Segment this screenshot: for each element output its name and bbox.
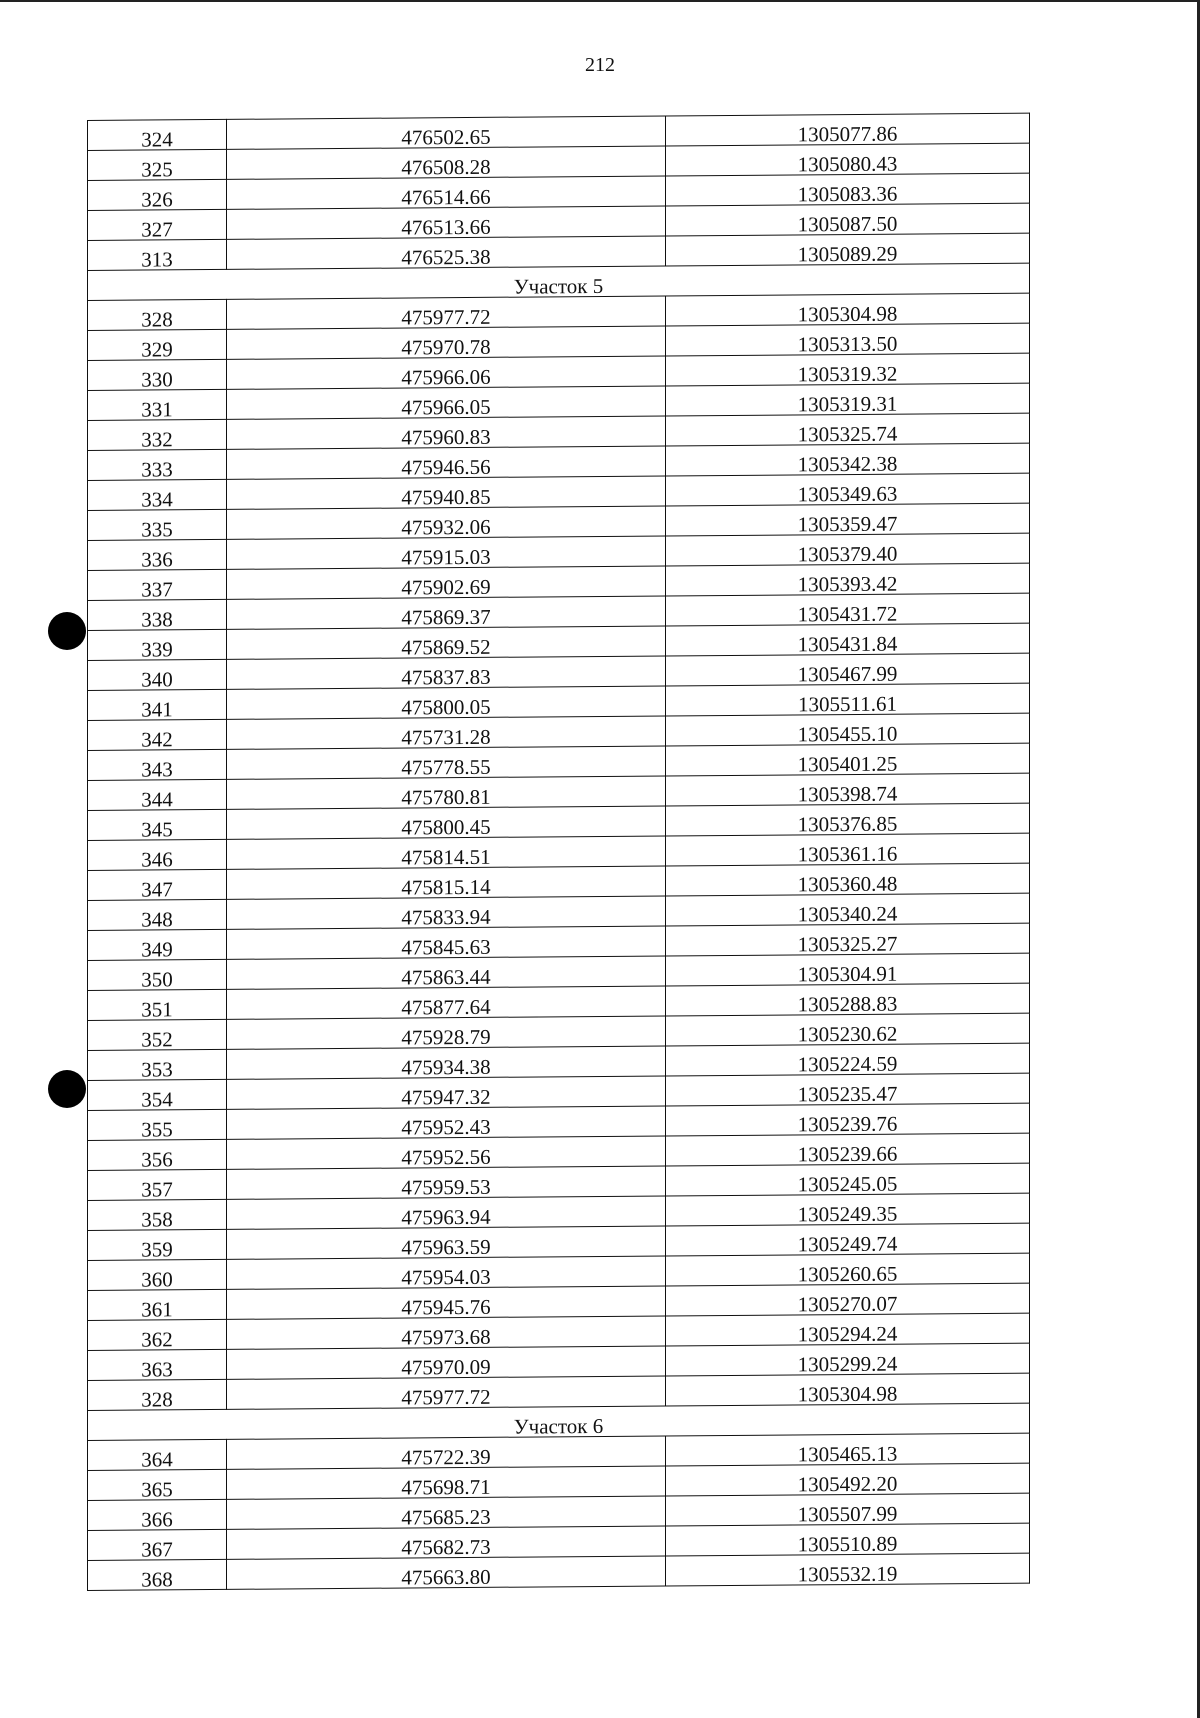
table-row xyxy=(88,173,1030,210)
point-number-cell: 342 xyxy=(88,719,227,750)
table-row xyxy=(88,773,1030,810)
point-number-cell: 344 xyxy=(88,779,227,810)
y-coordinate-cell: 1305340.24 xyxy=(666,893,1030,926)
table-row xyxy=(88,1343,1030,1380)
x-coordinate-cell: 475837.83 xyxy=(227,656,666,689)
x-coordinate-cell: 476514.66 xyxy=(227,176,666,209)
table-row xyxy=(88,1253,1030,1290)
y-coordinate-cell: 1305376.85 xyxy=(666,803,1030,836)
table-row xyxy=(88,593,1030,630)
table-row xyxy=(88,713,1030,750)
x-coordinate-cell: 475963.59 xyxy=(227,1226,666,1259)
y-coordinate-cell: 1305319.32 xyxy=(666,353,1030,386)
y-coordinate-cell: 1305319.31 xyxy=(666,383,1030,416)
point-number-cell: 357 xyxy=(88,1169,227,1200)
y-coordinate-cell: 1305379.40 xyxy=(666,533,1030,566)
y-coordinate-cell: 1305325.27 xyxy=(666,923,1030,956)
point-number-cell: 350 xyxy=(88,959,227,990)
x-coordinate-cell: 475685.23 xyxy=(227,1496,666,1529)
x-coordinate-cell: 475963.94 xyxy=(227,1196,666,1229)
table-row xyxy=(88,293,1030,330)
point-number-cell: 361 xyxy=(88,1289,227,1320)
point-number-cell: 329 xyxy=(88,329,227,360)
table-row xyxy=(88,893,1030,930)
point-number-cell: 335 xyxy=(88,509,227,540)
table-row xyxy=(88,653,1030,690)
point-number-cell: 328 xyxy=(88,299,227,330)
x-coordinate-cell: 475902.69 xyxy=(227,566,666,599)
y-coordinate-cell: 1305260.65 xyxy=(666,1253,1030,1286)
x-coordinate-cell: 475977.72 xyxy=(227,1376,666,1409)
y-coordinate-cell: 1305511.61 xyxy=(666,683,1030,716)
x-coordinate-cell: 475970.09 xyxy=(227,1346,666,1379)
x-coordinate-cell: 475970.78 xyxy=(227,326,666,359)
table-row xyxy=(88,1073,1030,1110)
y-coordinate-cell: 1305431.84 xyxy=(666,623,1030,656)
table-row xyxy=(88,803,1030,840)
y-coordinate-cell: 1305510.89 xyxy=(666,1523,1030,1556)
point-number-cell: 355 xyxy=(88,1109,227,1140)
x-coordinate-cell: 475960.83 xyxy=(227,416,666,449)
table-row xyxy=(88,1133,1030,1170)
y-coordinate-cell: 1305349.63 xyxy=(666,473,1030,506)
y-coordinate-cell: 1305288.83 xyxy=(666,983,1030,1016)
table-row xyxy=(88,1523,1030,1560)
point-number-cell: 325 xyxy=(88,149,227,180)
y-coordinate-cell: 1305359.47 xyxy=(666,503,1030,536)
table-row xyxy=(88,683,1030,720)
y-coordinate-cell: 1305455.10 xyxy=(666,713,1030,746)
point-number-cell: 339 xyxy=(88,629,227,660)
table-row xyxy=(88,233,1030,270)
y-coordinate-cell: 1305230.62 xyxy=(666,1013,1030,1046)
table-row xyxy=(88,983,1030,1020)
y-coordinate-cell: 1305342.38 xyxy=(666,443,1030,476)
point-number-cell: 362 xyxy=(88,1319,227,1350)
table-row xyxy=(88,1463,1030,1500)
table-row xyxy=(88,383,1030,420)
x-coordinate-cell: 475915.03 xyxy=(227,536,666,569)
point-number-cell: 351 xyxy=(88,989,227,1020)
x-coordinate-cell: 475928.79 xyxy=(227,1016,666,1049)
x-coordinate-cell: 476525.38 xyxy=(227,236,666,269)
y-coordinate-cell: 1305492.20 xyxy=(666,1463,1030,1496)
y-coordinate-cell: 1305465.13 xyxy=(666,1433,1030,1466)
point-number-cell: 328 xyxy=(88,1379,227,1410)
table-row xyxy=(88,353,1030,390)
point-number-cell: 330 xyxy=(88,359,227,390)
table-row xyxy=(88,563,1030,600)
table-row xyxy=(88,1103,1030,1140)
y-coordinate-cell: 1305532.19 xyxy=(666,1553,1030,1586)
y-coordinate-cell: 1305077.86 xyxy=(666,113,1030,146)
point-number-cell: 341 xyxy=(88,689,227,720)
point-number-cell: 313 xyxy=(88,239,227,270)
table-row xyxy=(88,1493,1030,1530)
x-coordinate-cell: 475946.56 xyxy=(227,446,666,479)
y-coordinate-cell: 1305224.59 xyxy=(666,1043,1030,1076)
y-coordinate-cell: 1305299.24 xyxy=(666,1343,1030,1376)
x-coordinate-cell: 475966.05 xyxy=(227,386,666,419)
point-number-cell: 348 xyxy=(88,899,227,930)
y-coordinate-cell: 1305361.16 xyxy=(666,833,1030,866)
x-coordinate-cell: 475952.56 xyxy=(227,1136,666,1169)
point-number-cell: 354 xyxy=(88,1079,227,1110)
x-coordinate-cell: 475731.28 xyxy=(227,716,666,749)
x-coordinate-cell: 476502.65 xyxy=(227,116,666,149)
y-coordinate-cell: 1305401.25 xyxy=(666,743,1030,776)
point-number-cell: 333 xyxy=(88,449,227,480)
point-number-cell: 352 xyxy=(88,1019,227,1050)
x-coordinate-cell: 475932.06 xyxy=(227,506,666,539)
table-row xyxy=(88,1283,1030,1320)
point-number-cell: 363 xyxy=(88,1349,227,1380)
x-coordinate-cell: 475973.68 xyxy=(227,1316,666,1349)
table-row xyxy=(88,1313,1030,1350)
point-number-cell: 367 xyxy=(88,1529,227,1560)
x-coordinate-cell: 475800.45 xyxy=(227,806,666,839)
y-coordinate-cell: 1305360.48 xyxy=(666,863,1030,896)
page-number: 212 xyxy=(585,54,615,76)
x-coordinate-cell: 475940.85 xyxy=(227,476,666,509)
page-border-top xyxy=(0,0,1200,2)
x-coordinate-cell: 475682.73 xyxy=(227,1526,666,1559)
table-row xyxy=(88,743,1030,780)
table-row xyxy=(88,113,1030,150)
table-row xyxy=(88,413,1030,450)
table-row xyxy=(88,323,1030,360)
point-number-cell: 336 xyxy=(88,539,227,570)
y-coordinate-cell: 1305398.74 xyxy=(666,773,1030,806)
y-coordinate-cell: 1305083.36 xyxy=(666,173,1030,206)
table-row xyxy=(88,1553,1030,1590)
point-number-cell: 332 xyxy=(88,419,227,450)
point-number-cell: 337 xyxy=(88,569,227,600)
y-coordinate-cell: 1305249.74 xyxy=(666,1223,1030,1256)
point-number-cell: 353 xyxy=(88,1049,227,1080)
table-row xyxy=(88,203,1030,240)
y-coordinate-cell: 1305294.24 xyxy=(666,1313,1030,1346)
point-number-cell: 366 xyxy=(88,1499,227,1530)
point-number-cell: 358 xyxy=(88,1199,227,1230)
point-number-cell: 359 xyxy=(88,1229,227,1260)
y-coordinate-cell: 1305467.99 xyxy=(666,653,1030,686)
table-row xyxy=(88,473,1030,510)
point-number-cell: 343 xyxy=(88,749,227,780)
table-row xyxy=(88,863,1030,900)
y-coordinate-cell: 1305249.35 xyxy=(666,1193,1030,1226)
y-coordinate-cell: 1305507.99 xyxy=(666,1493,1030,1526)
y-coordinate-cell: 1305087.50 xyxy=(666,203,1030,236)
y-coordinate-cell: 1305270.07 xyxy=(666,1283,1030,1316)
point-number-cell: 326 xyxy=(88,179,227,210)
x-coordinate-cell: 475966.06 xyxy=(227,356,666,389)
point-number-cell: 347 xyxy=(88,869,227,900)
point-number-cell: 338 xyxy=(88,599,227,630)
y-coordinate-cell: 1305393.42 xyxy=(666,563,1030,596)
x-coordinate-cell: 475952.43 xyxy=(227,1106,666,1139)
table-row xyxy=(88,833,1030,870)
table-row xyxy=(88,1373,1030,1410)
table-row xyxy=(88,503,1030,540)
point-number-cell: 365 xyxy=(88,1469,227,1500)
coordinates-table-body xyxy=(88,113,1030,1590)
y-coordinate-cell: 1305313.50 xyxy=(666,323,1030,356)
y-coordinate-cell: 1305245.05 xyxy=(666,1163,1030,1196)
table-row xyxy=(88,533,1030,570)
y-coordinate-cell: 1305089.29 xyxy=(666,233,1030,266)
table-row xyxy=(88,623,1030,660)
point-number-cell: 364 xyxy=(88,1439,227,1470)
x-coordinate-cell: 475934.38 xyxy=(227,1046,666,1079)
x-coordinate-cell: 475814.51 xyxy=(227,836,666,869)
y-coordinate-cell: 1305080.43 xyxy=(666,143,1030,176)
x-coordinate-cell: 476513.66 xyxy=(227,206,666,239)
table-row xyxy=(88,1043,1030,1080)
x-coordinate-cell: 475869.52 xyxy=(227,626,666,659)
table-row xyxy=(88,1223,1030,1260)
x-coordinate-cell: 475833.94 xyxy=(227,896,666,929)
y-coordinate-cell: 1305431.72 xyxy=(666,593,1030,626)
point-number-cell: 340 xyxy=(88,659,227,690)
table-row xyxy=(88,923,1030,960)
y-coordinate-cell: 1305239.76 xyxy=(666,1103,1030,1136)
x-coordinate-cell: 476508.28 xyxy=(227,146,666,179)
x-coordinate-cell: 475815.14 xyxy=(227,866,666,899)
x-coordinate-cell: 475863.44 xyxy=(227,956,666,989)
point-number-cell: 345 xyxy=(88,809,227,840)
point-number-cell: 349 xyxy=(88,929,227,960)
x-coordinate-cell: 475778.55 xyxy=(227,746,666,779)
point-number-cell: 334 xyxy=(88,479,227,510)
table-row xyxy=(88,443,1030,480)
punch-hole xyxy=(48,1070,86,1108)
x-coordinate-cell: 475698.71 xyxy=(227,1466,666,1499)
y-coordinate-cell: 1305304.98 xyxy=(666,293,1030,326)
table-row xyxy=(88,1163,1030,1200)
x-coordinate-cell: 475947.32 xyxy=(227,1076,666,1109)
point-number-cell: 324 xyxy=(88,119,227,150)
x-coordinate-cell: 475877.64 xyxy=(227,986,666,1019)
point-number-cell: 368 xyxy=(88,1559,227,1590)
x-coordinate-cell: 475722.39 xyxy=(227,1436,666,1469)
x-coordinate-cell: 475954.03 xyxy=(227,1256,666,1289)
y-coordinate-cell: 1305304.91 xyxy=(666,953,1030,986)
point-number-cell: 356 xyxy=(88,1139,227,1170)
point-number-cell: 331 xyxy=(88,389,227,420)
x-coordinate-cell: 475663.80 xyxy=(227,1556,666,1589)
x-coordinate-cell: 475845.63 xyxy=(227,926,666,959)
x-coordinate-cell: 475869.37 xyxy=(227,596,666,629)
point-number-cell: 327 xyxy=(88,209,227,240)
point-number-cell: 346 xyxy=(88,839,227,870)
x-coordinate-cell: 475959.53 xyxy=(227,1166,666,1199)
table-row xyxy=(88,1433,1030,1470)
y-coordinate-cell: 1305304.98 xyxy=(666,1373,1030,1406)
y-coordinate-cell: 1305239.66 xyxy=(666,1133,1030,1166)
table-row xyxy=(88,953,1030,990)
x-coordinate-cell: 475945.76 xyxy=(227,1286,666,1319)
punch-hole xyxy=(48,612,86,650)
x-coordinate-cell: 475780.81 xyxy=(227,776,666,809)
x-coordinate-cell: 475800.05 xyxy=(227,686,666,719)
table-row xyxy=(88,1193,1030,1230)
table-row xyxy=(88,1013,1030,1050)
section-title: Участок 5 xyxy=(88,263,1030,300)
y-coordinate-cell: 1305325.74 xyxy=(666,413,1030,446)
table-row xyxy=(88,143,1030,180)
point-number-cell: 360 xyxy=(88,1259,227,1290)
x-coordinate-cell: 475977.72 xyxy=(227,296,666,329)
y-coordinate-cell: 1305235.47 xyxy=(666,1073,1030,1106)
coordinates-table xyxy=(87,113,1030,1591)
section-title: Участок 6 xyxy=(88,1403,1030,1440)
